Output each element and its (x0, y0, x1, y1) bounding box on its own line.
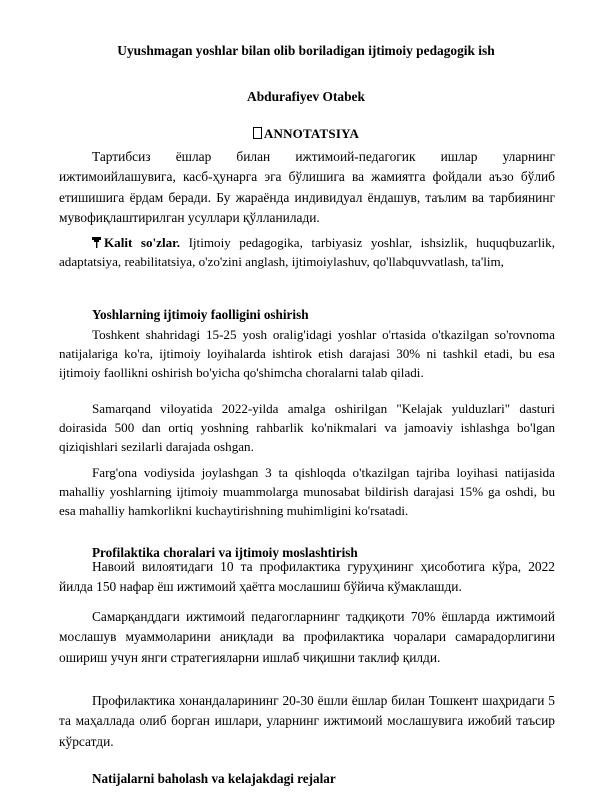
keywords-text: Ijtimoiy pedagogika, tarbiyasiz yoshlar, ishsizlik, huquqbuzarlik, adaptatsiya, reabilitatsiya, o'zo'zini anglash, ijtimoiylashuv, qo'llabquvvatlash, ta'lim, (59, 235, 555, 270)
keywords-paragraph (59, 233, 555, 271)
section1-heading: Yoshlarning ijtimoiy faolligini oshirish (92, 307, 309, 322)
section2-paragraph-3: Профилактика хонандаларининг 20-30 ёшли ёшлар билан Тошкент шаҳридаги 5 та маҳаллада олиб борган ишлари, уларнинг ижтимоий мослашувига ижобий таъсир кўрсатди. (59, 693, 555, 749)
section3-heading: Natijalarni baholash va kelajakdagi rejalar (92, 771, 336, 786)
section2-paragraph-2: Самарқанддаги ижтимоий педагогларнинг тадқиқоти 70% ёшларда ижтимоий мослашув муаммоларини аниқлади ва профилактика чоралари самарадорлигини ошириш учун янги стратегияларни ишлаб чиқишни таклиф қилди. (59, 609, 555, 665)
keywords-label: Kalit so'zlar. (104, 235, 181, 250)
section2-heading: Profilaktika choralari va ijtimoiy moslashtirish (92, 545, 358, 560)
annotation-heading (0, 126, 612, 142)
section2-paragraph-1: Навоий вилоятидаги 10 та профилактика гуруҳининг ҳисоботига кўра, 2022 йилда 150 нафар ёш ижтимоий ҳаётга мослашиш бўйича кўмаклашди. (59, 559, 555, 595)
section1-paragraph-1: Toshkent shahridagi 15-25 yosh oralig'idagi yoshlar o'rtasida o'tkazilgan so'rovnoma natijalariga ko'ra, ijtimoiy loyihalarda ishtirok etish darajasi 30% ni tashkil etadi, bu esa ijtimoiy faollikni oshirish bo'yicha qo'shimcha choralarni talab qiladi. (59, 327, 555, 381)
annotation-text: Тартибсиз ёшлар билан ижтимоий-педагогик ишлар уларнинг ижтимоийлашувига, касб-ҳунарга эга бўлишига ва жамиятга фойдали аъзо бўлиб етишишига ёрдам беради. Бу жараёнда индивидуал ёндашув, таълим ва тарбиянинг мувофиқлаштирилган усуллари қўлланилади. (59, 149, 555, 225)
section1-paragraph-2: Samarqand viloyatida 2022-yilda amalga oshirilgan "Kelajak yulduzlari" dasturi doirasida 500 dan ortiq yoshning rahbarlik ko'nikmalari va jamoaviy ishlashga bo'lgan qiziqishlari sezilarli darajada oshgan. (59, 401, 555, 455)
annotation-heading-text: ANNOTATSIYA (263, 126, 360, 141)
pin-icon (92, 237, 101, 248)
author-name: Abdurafiyev Otabek (247, 89, 365, 104)
square-box-icon (253, 127, 262, 139)
section1-paragraph-3: Farg'ona vodiysida joylashgan 3 ta qishloqda o'tkazilgan tajriba loyihasi natijasida mahalliy yoshlarning ijtimoiy muammolarga munosabat bildirish darajasi 15% ga oshdi, bu esa mahalliy hamkorlikni kuchaytirishning muhimligini ko'rsatadi. (59, 465, 555, 519)
document-title: Uyushmagan yoshlar bilan olib boriladigan ijtimoiy pedagogik ish (117, 43, 495, 58)
